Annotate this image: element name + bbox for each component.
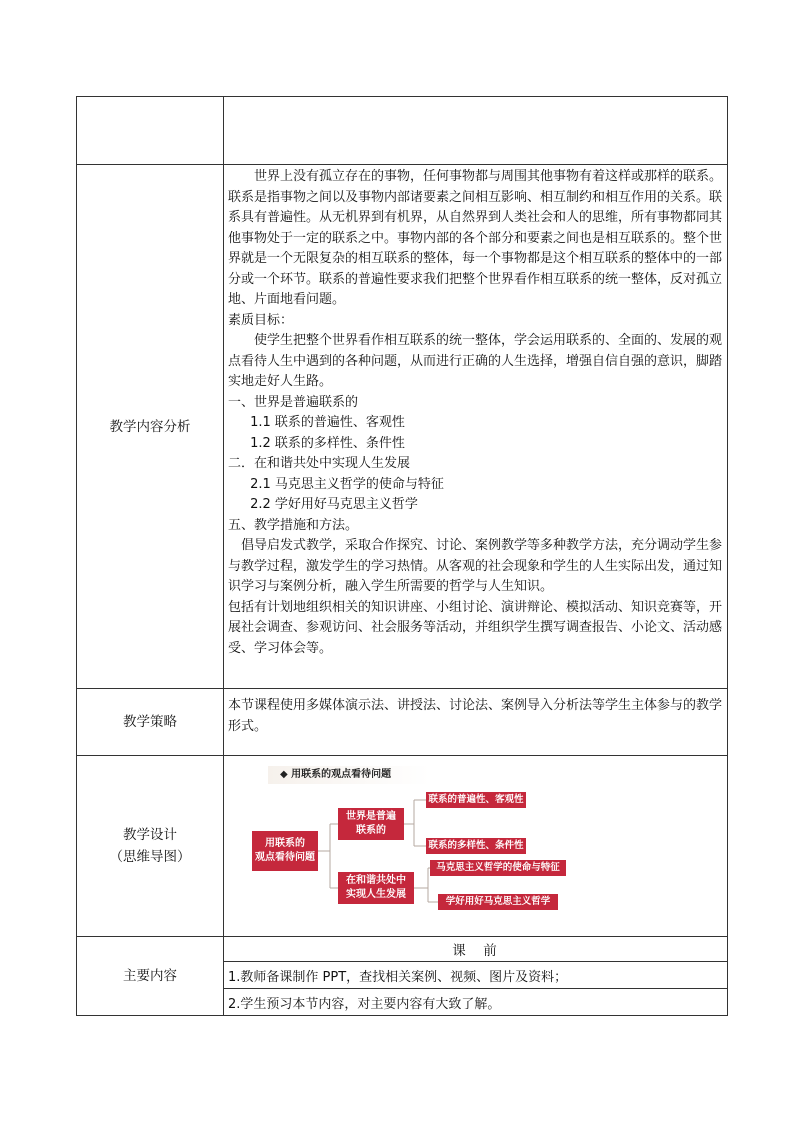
- analysis-paragraph: 世界上没有孤立存在的事物，任何事物都与周围其他事物有着这样或那样的联系。联系是指事物之间以及事物内部诸要素之间相互影响、相互制约和相互作用的关系。联系具有普遍性。从无机界到有机界，从自然界到人类社会和人的思维，所有事物都同其他事物处于一定的联系之中。事物内部的各个部分和要素之间也是相互联系的。整个世界就是一个无限复杂的相互联系的整体，每一个事物都是这个相互联系的整体中的一部分或一个环节。联系的普遍性要求我们把整个世界看作相互联系的统一整体，反对孤立地、片面地看问题。: [228, 169, 723, 307]
- strategy-label: 教学策略: [77, 689, 224, 756]
- main-heading: 课 前: [224, 937, 728, 962]
- mindmap-root: 用联系的 观点看待问题: [252, 831, 318, 871]
- strategy-content: 本节课程使用多媒体演示法、讲授法、讨论法、案例导入分析法等学生主体参与的教学形式。: [224, 689, 728, 756]
- main-line-2: 2.学生预习本节内容，对主要内容有大致了解。: [224, 989, 728, 1016]
- quality-goal-text: 使学生把整个世界看作相互联系的统一整体，学会运用联系的、全面的、发展的观点看待人生中遇到的各种问题，从而进行正确的人生选择，增强自信自强的意识，脚踏实地走好人生路。: [228, 333, 723, 389]
- methods-paragraph: 倡导启发式教学，采取合作探究、讨论、案例教学等多种教学方法，充分调动学生参与教学过程，激发学生的学习热情。从客观的社会现象和学生的人生实际出发，通过知识学习与案例分析，融入学生所需要的哲学与人生知识。: [228, 538, 723, 594]
- design-row: [77, 756, 728, 937]
- mindmap-title: ◆ 用联系的观点看待问题: [268, 766, 430, 784]
- main-label: 主要内容: [77, 937, 224, 1016]
- analysis-label: 教学内容分析: [77, 165, 224, 689]
- subsection-1-1: 1.1 联系的普遍性、客观性: [250, 415, 405, 430]
- mindmap-leaf-2: 联系的多样性、条件性: [426, 838, 526, 854]
- empty-content-cell: [224, 97, 728, 165]
- mindmap-leaf-3: 马克思主义哲学的使命与特征: [430, 860, 566, 876]
- analysis-row: [77, 165, 728, 689]
- section-heading-2: 二．在和谐共处中实现人生发展: [228, 456, 411, 471]
- mindmap-leaf-1: 联系的普遍性、客观性: [426, 792, 526, 808]
- subsection-1-2: 1.2 联系的多样性、条件性: [250, 435, 405, 451]
- mindmap-branch-1: 世界是普遍 联系的: [338, 808, 404, 840]
- empty-row: [77, 97, 728, 165]
- mindmap: [224, 756, 728, 936]
- design-label-cell: [77, 756, 224, 937]
- section-heading-1: 一、世界是普遍联系的: [228, 394, 359, 410]
- design-label: 教学设计: [123, 827, 177, 843]
- subsection-2-1: 2.1 马克思主义哲学的使命与特征: [250, 476, 444, 492]
- section-heading-5: 五、教学措施和方法。: [228, 517, 359, 533]
- mindmap-cell: [224, 756, 728, 937]
- empty-label-cell: [77, 97, 224, 165]
- quality-goal-heading: 素质目标：: [228, 312, 294, 328]
- mindmap-branch-2: 在和谐共处中 实现人生发展: [338, 872, 414, 904]
- main-line-1: 1.教师备课制作 PPT，查找相关案例、视频、图片及资料；: [224, 962, 728, 989]
- strategy-row: [77, 689, 728, 756]
- analysis-content: [224, 165, 728, 689]
- mindmap-leaf-4: 学好用好马克思主义哲学: [438, 894, 558, 910]
- activities-paragraph: 包括有计划地组织相关的知识讲座、小组讨论、演讲辩论、模拟活动、知识竞赛等，开展社会调查、参观访问、社会服务等活动，并组织学生撰写调查报告、小论文、活动感受、学习体会等。: [228, 599, 723, 656]
- design-label-sub: （思维导图）: [109, 849, 191, 865]
- main-heading-row: [77, 937, 728, 962]
- subsection-2-2: 2.2 学好用好马克思主义哲学: [250, 497, 418, 512]
- lesson-plan-table: [76, 96, 728, 1016]
